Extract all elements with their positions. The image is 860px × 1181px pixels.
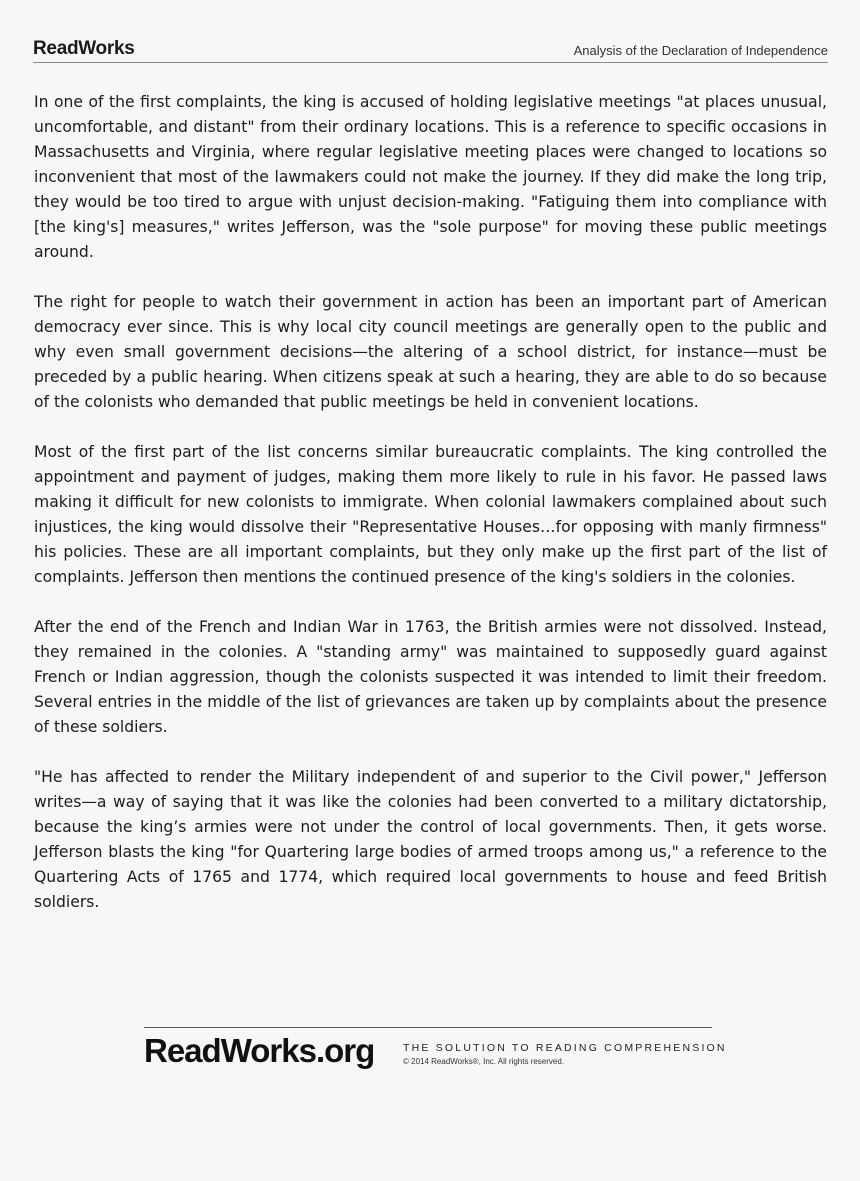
paragraph-3: Most of the first part of the list concerns similar bureaucratic complaints. The king controlled the appointment and payment of judges, making them more likely to rule in his favor. He passed laws making it difficult for new colonists to immigrate. When colonial lawmakers complained about such injustices, the king would dissolve their "Representative Houses…for opposing with manly firmness" his policies. These are all important complaints, but they only make up the first part of the list of complaints. Jefferson then mentions the continued presence of the king's soldiers in the colonies. [34, 443, 827, 586]
article-body [34, 90, 827, 940]
footer-tagline: THE SOLUTION TO READING COMPREHENSION [403, 1042, 727, 1054]
document-title: Analysis of the Declaration of Independence [573, 43, 828, 58]
page-footer [144, 1027, 727, 1069]
paragraph-2: The right for people to watch their government in action has been an important part of American democracy ever since. This is why local city council meetings are generally open to the public and why even small government decisions—the altering of a school district, for instance—must be preceded by a public hearing. When citizens speak at such a hearing, they are able to do so because of the colonists who demanded that public meetings be held in convenient locations. [34, 293, 827, 411]
paragraph-5: "He has affected to render the Military independent of and superior to the Civil power," Jefferson writes—a way of saying that it was like the colonies had been converted to a military dictatorship, because the king’s armies were not under the control of local governments. Then, it gets worse. Jefferson blasts the king "for Quartering large bodies of armed troops among us," a reference to the Quartering Acts of 1765 and 1774, which required local governments to house and feed British soldiers. [34, 768, 827, 911]
footer-logo: ReadWorks.org [144, 1032, 375, 1069]
page-header [33, 38, 828, 63]
brand-logo: ReadWorks [33, 38, 135, 59]
paragraph-1: In one of the first complaints, the king is accused of holding legislative meetings "at places unusual, uncomfortable, and distant" from their ordinary locations. This is a reference to specific occasions in Massachusetts and Virginia, where regular legislative meeting places were changed to locations so inconvenient that most of the lawmakers could not make the journey. If they did make the long trip, they would be too tired to argue with unjust decision-making. "Fatiguing them into compliance with [the king's] measures," writes Jefferson, was the "sole purpose" for moving these public meetings around. [34, 93, 827, 261]
paragraph-4: After the end of the French and Indian War in 1763, the British armies were not dissolved. Instead, they remained in the colonies. A "standing army" was maintained to supposedly guard against French or Indian aggression, though the colonists suspected it was intended to limit their freedom. Several entries in the middle of the list of grievances are taken up by complaints about the presence of these soldiers. [34, 618, 827, 736]
footer-copyright: © 2014 ReadWorks®, Inc. All rights reserved. [403, 1057, 565, 1066]
